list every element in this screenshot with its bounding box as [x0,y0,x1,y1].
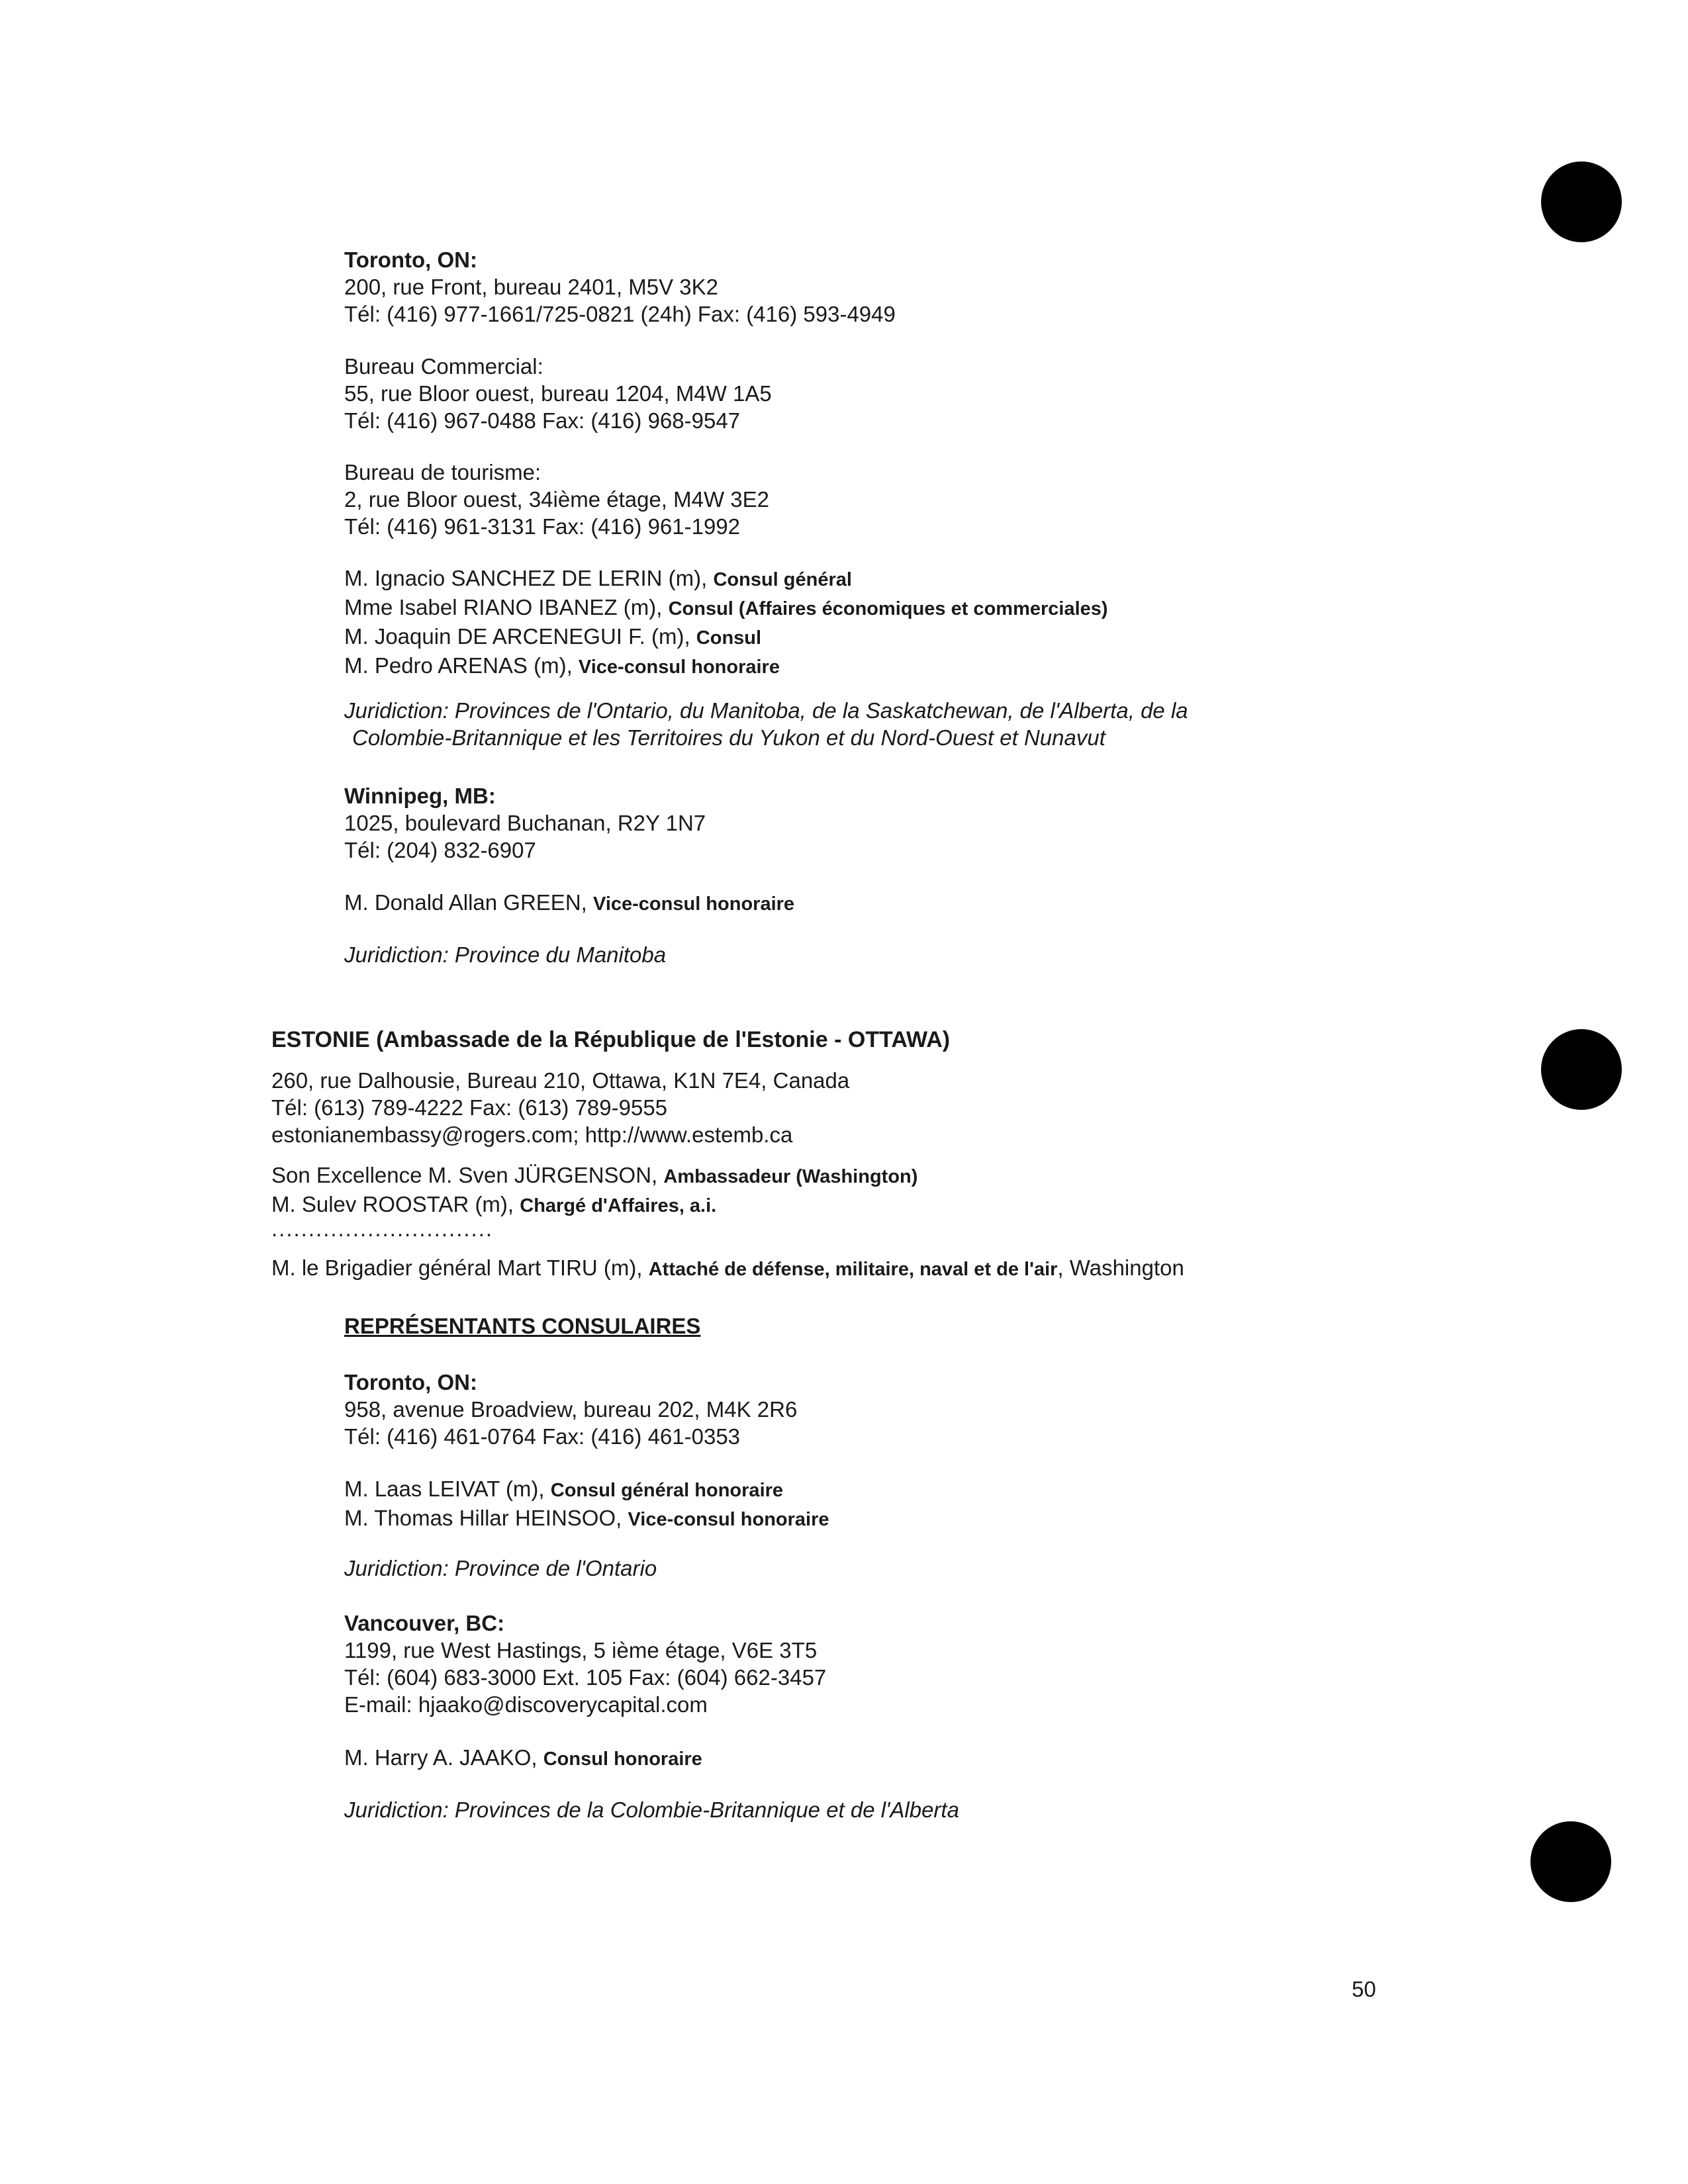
office-label: Bureau de tourisme: [344,460,541,484]
jurisdiction-line: Juridiction: Provinces de l'Ontario, du Manitoba, de la Saskatchewan, de l'Alberta, de la [344,698,1188,723]
commercial-office-block [344,353,772,434]
winnipeg-staff-list [344,889,794,918]
estonia-embassy-block [271,1026,950,1054]
estonia-contact [271,1067,849,1148]
jurisdiction-line: Colombie-Britannique et les Territoires du Yukon et du Nord-Ouest et Nunavut [352,725,1105,750]
phone-line: Tél: (204) 832-6907 [344,838,536,862]
jurisdiction-line: Juridiction: Province de l'Ontario [344,1556,657,1580]
staff-role: Vice-consul honoraire [578,657,780,678]
address-line: 1199, rue West Hastings, 5 ième étage, V6E 3T5 [344,1638,818,1662]
city-heading: Toronto, ON: [344,248,477,272]
email-line: E-mail: hjaako@discoverycapital.com [344,1692,708,1717]
phone-line: Tél: (604) 683-3000 Ext. 105 Fax: (604) 662-3457 [344,1665,827,1690]
email-web-line: estonianembassy@rogers.com; http://www.estemb.ca [271,1122,793,1147]
address-line: 55, rue Bloor ouest, bureau 1204, M4W 1A5 [344,381,772,406]
staff-role: Consul général honoraire [550,1480,784,1501]
staff-role: Consul (Affaires économiques et commerciales) [668,598,1108,619]
staff-entry [344,1475,829,1504]
estonia-vancouver-block [344,1610,826,1718]
staff-entry [344,1744,702,1773]
office-label: Bureau Commercial: [344,354,543,379]
toronto-staff-list [344,565,1108,681]
address-line: 1025, boulevard Buchanan, R2Y 1N7 [344,811,706,835]
country-title: ESTONIE (Ambassade de la République de l'Estonie - OTTAWA) [271,1027,951,1052]
jurisdiction-line: Juridiction: Provinces de la Colombie-Britannique et de l'Alberta [344,1797,959,1822]
toronto-jurisdiction [344,697,1188,751]
staff-entry [344,565,1108,594]
address-line: 958, avenue Broadview, bureau 202, M4K 2R6 [344,1397,798,1422]
winnipeg-jurisdiction [344,941,666,968]
staff-name: M. Sulev ROOSTAR (m), [271,1192,514,1216]
staff-role: Consul général [713,569,852,590]
city-heading: Toronto, ON: [344,1370,477,1394]
estonia-vancouver-jurisdiction [344,1796,959,1823]
toronto-consulate-block [344,246,896,328]
winnipeg-consulate-block [344,782,706,864]
staff-entry [271,1254,1184,1283]
staff-role: Chargé d'Affaires, a.i. [520,1195,717,1216]
staff-role: Vice-consul honoraire [593,893,795,915]
consular-representatives-heading [344,1312,700,1340]
staff-role: Attaché de défense, militaire, naval et de l'air [648,1259,1058,1280]
binder-hole-bottom [1530,1821,1611,1902]
staff-entry [344,594,1108,623]
staff-role: Consul honoraire [543,1749,702,1770]
estonia-attache [271,1254,1184,1283]
staff-role: Vice-consul honoraire [628,1509,829,1530]
binder-hole-top [1541,161,1622,242]
section-heading: REPRÉSENTANTS CONSULAIRES [344,1314,701,1338]
staff-role: Consul [696,627,762,649]
staff-name: Son Excellence M. Sven JÜRGENSON, [271,1163,658,1187]
phone-line: Tél: (613) 789-4222 Fax: (613) 789-9555 [271,1095,668,1120]
jurisdiction-line: Juridiction: Province du Manitoba [344,942,667,967]
city-heading: Winnipeg, MB: [344,784,496,808]
staff-name: M. Pedro ARENAS (m), [344,653,573,678]
estonia-staff-list [271,1161,918,1241]
staff-name: M. Harry A. JAAKO, [344,1745,538,1770]
address-line: 2, rue Bloor ouest, 34ième étage, M4W 3E2 [344,487,770,512]
staff-name: M. Laas LEIVAT (m), [344,1477,545,1501]
staff-entry [344,652,1108,681]
tourism-office-block [344,459,769,540]
vacant-position-dots: .............................. [271,1216,494,1241]
address-line: 200, rue Front, bureau 2401, M5V 3K2 [344,275,719,299]
estonia-toronto-jurisdiction [344,1555,657,1582]
staff-entry [271,1161,917,1191]
staff-name: M. Thomas Hillar HEINSOO, [344,1506,622,1530]
staff-name: M. le Brigadier général Mart TIRU (m), [271,1255,643,1280]
staff-entry [271,1191,917,1220]
staff-name: M. Donald Allan GREEN, [344,890,587,915]
staff-entry [344,889,794,918]
staff-location: , Washington [1057,1255,1184,1280]
estonia-toronto-staff [344,1475,829,1533]
phone-line: Tél: (416) 967-0488 Fax: (416) 968-9547 [344,408,741,433]
estonia-toronto-block [344,1369,797,1450]
staff-entry [344,623,1108,652]
phone-line: Tél: (416) 977-1661/725-0821 (24h) Fax: (416) 593-4949 [344,302,896,326]
estonia-vancouver-staff [344,1744,702,1773]
staff-entry [344,1504,829,1533]
address-line: 260, rue Dalhousie, Bureau 210, Ottawa, K1N 7E4, Canada [271,1068,850,1093]
page-number: 50 [1352,1977,1376,2001]
staff-name: M. Ignacio SANCHEZ DE LERIN (m), [344,566,708,590]
staff-name: Mme Isabel RIANO IBANEZ (m), [344,595,663,619]
staff-role: Ambassadeur (Washington) [663,1166,918,1187]
staff-name: M. Joaquin DE ARCENEGUI F. (m), [344,624,690,649]
phone-line: Tél: (416) 961-3131 Fax: (416) 961-1992 [344,514,741,539]
phone-line: Tél: (416) 461-0764 Fax: (416) 461-0353 [344,1424,741,1449]
city-heading: Vancouver, BC: [344,1611,505,1635]
binder-hole-middle [1541,1029,1622,1110]
